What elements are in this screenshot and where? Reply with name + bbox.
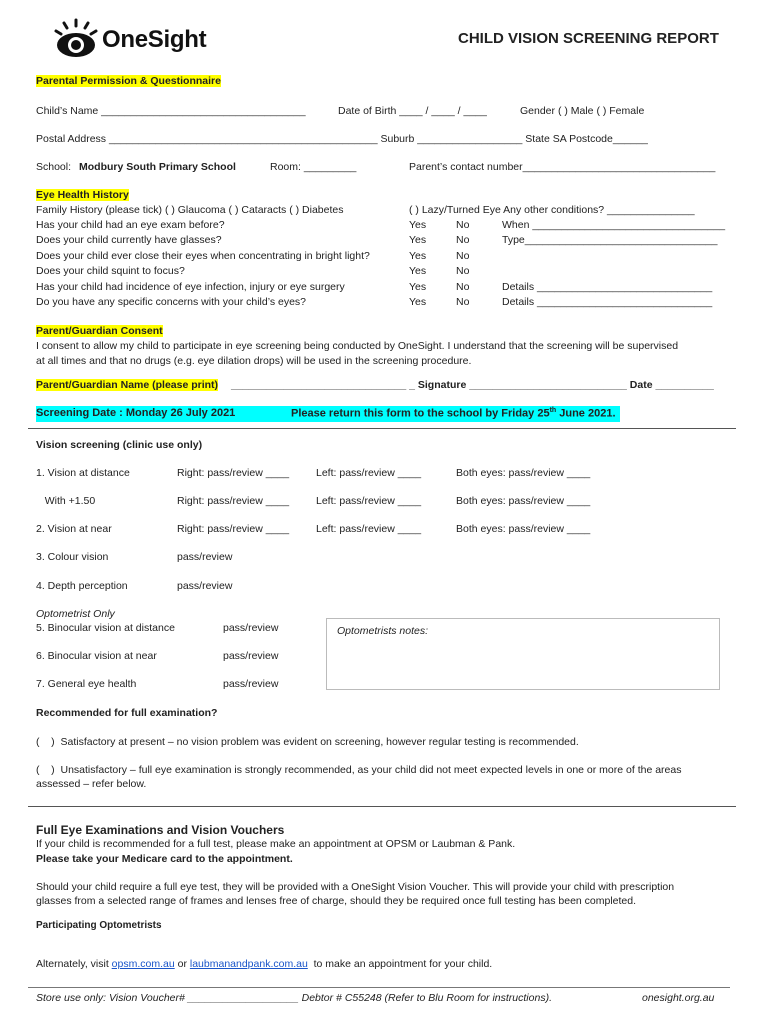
answer-yes[interactable]: Yes [409, 296, 427, 308]
details-field[interactable]: Details ______________________________ [502, 296, 713, 308]
left-eye-result[interactable]: Left: pass/review ____ [316, 467, 422, 479]
divider [28, 428, 736, 429]
answer-yes[interactable]: Yes [409, 219, 427, 231]
parent-contact-field[interactable]: Parent’s contact number_________________________________ [409, 161, 716, 173]
footer-divider [28, 987, 730, 988]
medicare-note: Please take your Medicare card to the appointment. [36, 853, 293, 865]
satisfactory-option[interactable]: ( ) Satisfactory at present – no vision problem was evident on screening, however regular testing is recommended. [36, 736, 579, 748]
store-use-line: Store use only: Vision Voucher# ___________________ Debtor # C55248 (Refer to Blu Room for instructions). [36, 992, 552, 1004]
clinic-heading: Vision screening (clinic use only) [36, 439, 203, 451]
logo-wordmark: OneSight [102, 26, 207, 53]
postal-address-field[interactable]: Postal Address ______________________________________________ Suburb __________________ State SA Postcode______ [36, 133, 648, 145]
right-eye-result[interactable]: Right: pass/review ____ [177, 467, 290, 479]
school-label: School: [36, 161, 72, 173]
left-eye-result[interactable]: Left: pass/review ____ [316, 523, 422, 535]
question-text: Do you have any specific concerns with your child’s eyes? [36, 296, 307, 308]
guardian-name-label: Parent/Guardian Name (please print) [36, 379, 219, 391]
both-eyes-result[interactable]: Both eyes: pass/review ____ [456, 523, 591, 535]
consent-text-line2: at all times and that no drugs (e.g. eye dilation drops) will be used in the screening procedure. [36, 355, 472, 367]
school-value: Modbury South Primary School [79, 161, 236, 173]
guardian-signature-line[interactable]: ______________________________ _ Signature ___________________________ Date __________ [231, 379, 714, 391]
full-exam-line1: If your child is recommended for a full test, please make an appointment at OPSM or Laubman & Pank. [36, 838, 516, 850]
left-eye-result[interactable]: Left: pass/review ____ [316, 495, 422, 507]
both-eyes-result[interactable]: Both eyes: pass/review ____ [456, 467, 591, 479]
report-title: CHILD VISION SCREENING REPORT [458, 30, 719, 47]
question-text: Does your child currently have glasses? [36, 234, 222, 246]
screening-date: Screening Date : Monday 26 July 2021 [36, 407, 236, 419]
question-text: Has your child had incidence of eye infection, injury or eye surgery [36, 281, 345, 293]
optom-row-result[interactable]: pass/review [223, 678, 279, 690]
opsm-link[interactable]: opsm.com.au [111, 958, 175, 970]
optometrist-notes-label: Optometrists notes: [337, 625, 429, 637]
details-field[interactable]: Details ______________________________ [502, 281, 713, 293]
unsatisfactory-option[interactable]: ( ) Unsatisfactory – full eye examination is strongly recommended, as your child did not meet expected levels in one or more of the areas [36, 764, 682, 776]
optom-row-label: 7. General eye health [36, 678, 137, 690]
type-field[interactable]: Type_________________________________ [502, 234, 718, 246]
full-exam-heading: Full Eye Examinations and Vision Vouchers [36, 823, 285, 837]
answer-yes[interactable]: Yes [409, 265, 427, 277]
question-text: Has your child had an eye exam before? [36, 219, 225, 231]
clinic-row-label: 1. Vision at distance [36, 467, 130, 479]
when-field[interactable]: When _________________________________ [502, 219, 726, 231]
footer-website: onesight.org.au [642, 992, 715, 1004]
recommend-heading: Recommended for full examination? [36, 707, 218, 719]
gender-field[interactable]: Gender ( ) Male ( ) Female [520, 105, 645, 117]
question-text: Does your child squint to focus? [36, 265, 185, 277]
optometrist-only-label: Optometrist Only [36, 608, 115, 620]
depth-perception-result[interactable]: pass/review [177, 580, 233, 592]
depth-perception-label: 4. Depth perception [36, 580, 128, 592]
both-eyes-result[interactable]: Both eyes: pass/review ____ [456, 495, 591, 507]
answer-yes[interactable]: Yes [409, 250, 427, 262]
question-text: Does your child ever close their eyes when concentrating in bright light? [36, 250, 370, 262]
consent-text-line1: I consent to allow my child to participate in eye screening being conducted by OneSight. I understand that the screening will be supervised [36, 340, 679, 352]
colour-vision-label: 3. Colour vision [36, 551, 109, 563]
section-heading-eye-health: Eye Health History [36, 189, 129, 201]
onesight-logo [52, 18, 242, 62]
answer-no[interactable]: No [456, 234, 470, 246]
participating-optometrists: Participating Optometrists [36, 920, 162, 931]
right-eye-result[interactable]: Right: pass/review ____ [177, 523, 290, 535]
voucher-line2: glasses from a selected range of frames and lenses free of charge, should they be required once full testing has been completed. [36, 895, 637, 907]
divider [28, 806, 736, 807]
colour-vision-result[interactable]: pass/review [177, 551, 233, 563]
laubman-pank-link[interactable]: laubmanandpank.com.au [189, 958, 308, 970]
section-heading-consent: Parent/Guardian Consent [36, 325, 163, 337]
answer-yes[interactable]: Yes [409, 234, 427, 246]
optom-row-label: 5. Binocular vision at distance [36, 622, 175, 634]
answer-no[interactable]: No [456, 296, 470, 308]
voucher-line1: Should your child require a full eye test, they will be provided with a OneSight Vision Voucher. This will provide your child with prescription [36, 881, 675, 893]
answer-no[interactable]: No [456, 281, 470, 293]
optom-row-result[interactable]: pass/review [223, 622, 279, 634]
answer-no[interactable]: No [456, 265, 470, 277]
clinic-row-label: 2. Vision at near [36, 523, 112, 535]
optom-row-result[interactable]: pass/review [223, 650, 279, 662]
globe-eye-icon [52, 18, 100, 62]
clinic-row-label: With +1.50 [36, 495, 96, 507]
room-field[interactable]: Room: _________ [270, 161, 357, 173]
family-history-checkboxes[interactable]: Family History (please tick) ( ) Glaucoma ( ) Cataracts ( ) Diabetes [36, 204, 344, 216]
dob-field[interactable]: Date of Birth ____ / ____ / ____ [338, 105, 487, 117]
childs-name-field[interactable]: Child’s Name ___________________________________ [36, 105, 306, 117]
lazy-eye-field[interactable]: ( ) Lazy/Turned Eye Any other conditions? _______________ [409, 204, 695, 216]
answer-yes[interactable]: Yes [409, 281, 427, 293]
answer-no[interactable]: No [456, 219, 470, 231]
optom-row-label: 6. Binocular vision at near [36, 650, 157, 662]
section-heading-permission: Parental Permission & Questionnaire [36, 75, 221, 87]
answer-no[interactable]: No [456, 250, 470, 262]
return-notice: Please return this form to the school by Friday 25th June 2021. [291, 407, 616, 420]
alternate-visit-text: Alternately, visit opsm.com.au or laubmanandpank.com.au to make an appointment for your child. [36, 958, 493, 970]
right-eye-result[interactable]: Right: pass/review ____ [177, 495, 290, 507]
unsatisfactory-option-cont: assessed – refer below. [36, 778, 147, 790]
